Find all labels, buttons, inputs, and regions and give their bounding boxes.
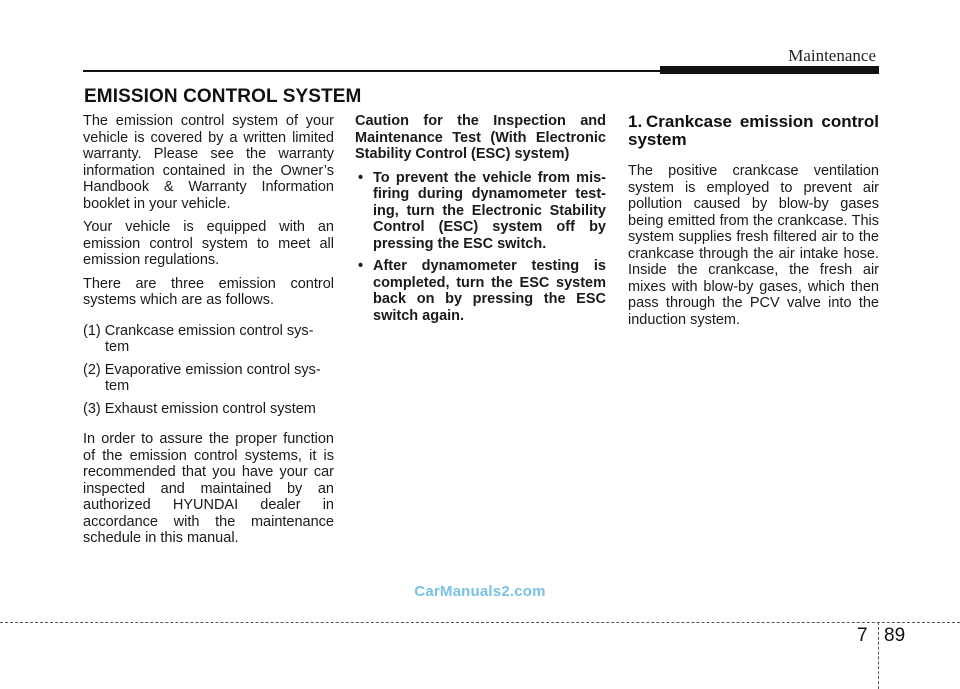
header-rule-bold (660, 66, 879, 74)
section-title: EMISSION CONTROL SYSTEM (84, 86, 362, 107)
list-item (355, 170, 606, 253)
footer-divider (0, 622, 960, 623)
column-middle (355, 113, 606, 330)
list-item: (2) Evaporative emission control sys- tem (83, 361, 321, 394)
paragraph-equipped: Your vehicle is equipped with an emission control system to meet all emission regulations. (83, 219, 334, 268)
page-number-divider (878, 622, 879, 689)
column-left (83, 113, 334, 554)
bullet-icon: • (358, 169, 364, 186)
subsection-heading (628, 113, 879, 149)
column-right (628, 113, 879, 335)
caution-list (355, 170, 606, 325)
section-header-label: Maintenance (788, 46, 876, 65)
paragraph-warranty: The emission control system of your vehicle is covered by a written limited warranty. Please see the warranty information contained in the Owner’s Handbook & Warranty Information booklet in your vehicle. (83, 113, 334, 212)
paragraph-pcv: The positive crankcase ventilation system is employed to prevent air pollution caused by blow-by gases being emitted from the crankcase. This system supplies fresh filtered air to the crankcase through the air intake hose. Inside the crankcase, the fresh air mixes with blow-by gases, which then pass through the PCV valve into the induction system. (628, 163, 879, 328)
bullet-text: To prevent the vehicle from mis- firing during dynamometer test- ing, turn the Electronic Stability Control (ESC) system off by pressing the ESC switch. (373, 169, 606, 252)
header-rule (83, 70, 661, 72)
list-item (355, 258, 606, 324)
subsection-number: 1. (628, 112, 643, 131)
list-item: (1) Crankcase emission control sys- tem (83, 322, 314, 355)
watermark-link[interactable]: CarManuals2.com (414, 583, 546, 600)
systems-list (83, 323, 334, 418)
caution-title: Caution for the Inspection and Maintenance Test (With Electronic Stability Control (ESC) system) (355, 113, 606, 162)
paragraph-proper-function: In order to assure the proper function of the emission control systems, it is recommended that you have your car inspected and maintained by an authorized HYUNDAI dealer in accordance with the maintenance schedule in this manual. (83, 431, 334, 546)
chapter-number: 7 (857, 625, 868, 646)
bullet-icon: • (358, 258, 364, 274)
paragraph-three-systems: There are three emission control systems which are as follows. (83, 275, 334, 308)
subsection-title: Crankcase emission control system (628, 112, 879, 149)
page-number: 89 (884, 625, 906, 646)
list-item: (3) Exhaust emission control system (83, 400, 316, 417)
bullet-text: After dynamometer testing is completed, turn the ESC system back on by pressing the ESC switch again. (373, 258, 606, 324)
